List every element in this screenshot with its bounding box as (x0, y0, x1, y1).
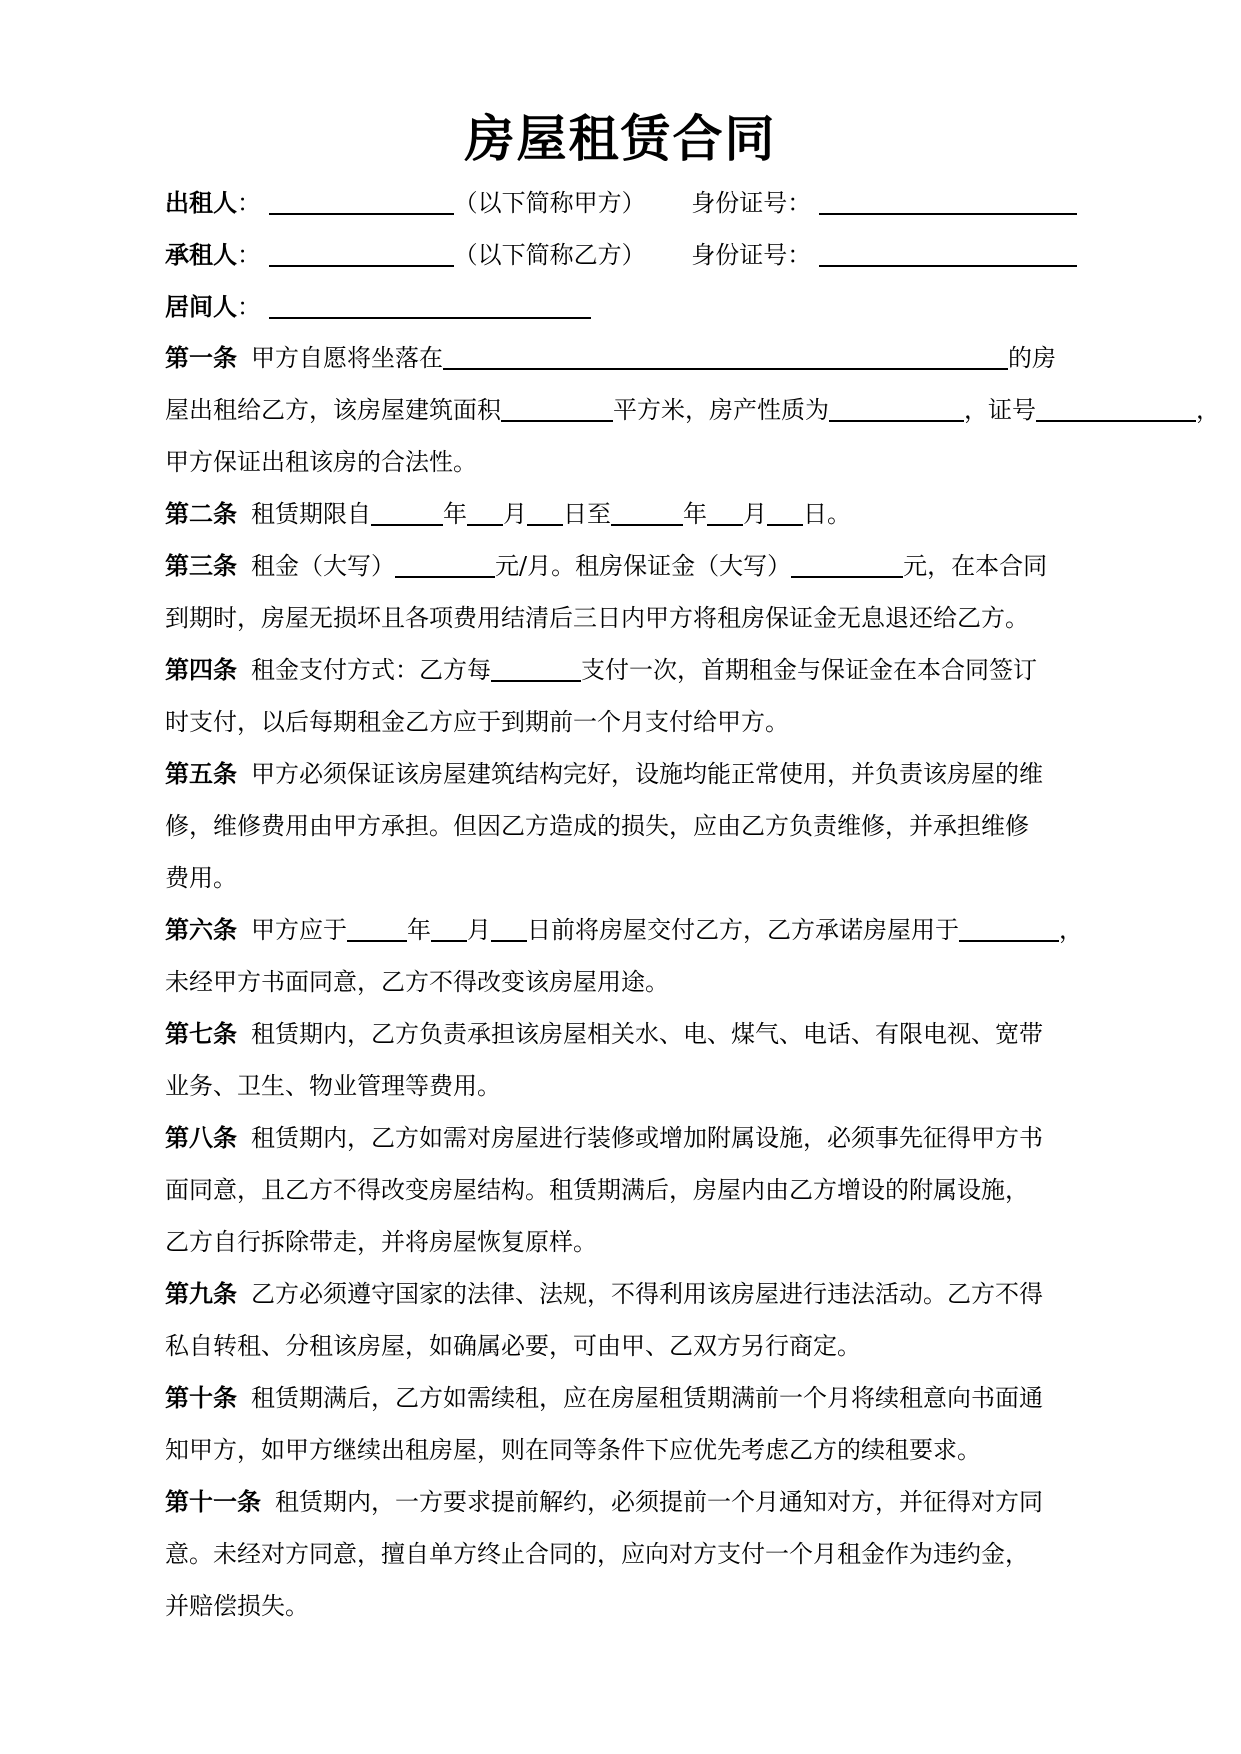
usage-field[interactable] (959, 916, 1059, 942)
article-6-label: 第六条 (165, 916, 237, 944)
article-2-line-1 (165, 499, 851, 529)
article-11-line-3: 并赔偿损失。 (165, 1592, 309, 1620)
month-text: 月 (743, 500, 767, 528)
article-1-text: 甲方自愿将坐落在 (251, 344, 443, 372)
broker-colon: ： (237, 293, 261, 321)
article-9-label: 第九条 (165, 1280, 237, 1308)
lessor-row (165, 188, 1077, 218)
article-8-text: 租赁期内，乙方如需对房屋进行装修或增加附属设施，必须事先征得甲方书 (251, 1124, 1043, 1152)
broker-label: 居间人 (165, 293, 237, 321)
article-4-text-end: 支付一次，首期租金与保证金在本合同签订 (581, 656, 1037, 684)
article-1-line-3: 甲方保证出租该房的合法性。 (165, 448, 477, 476)
lessor-name-field[interactable] (269, 189, 454, 215)
lessor-label: 出租人 (165, 189, 237, 217)
lessee-row (165, 240, 1077, 270)
day-text: 日。 (803, 500, 851, 528)
area-text: 屋出租给乙方，该房屋建筑面积 (165, 396, 501, 424)
certificate-number-field[interactable] (1036, 396, 1196, 422)
article-1-line-2 (165, 395, 1220, 425)
start-year-field[interactable] (371, 500, 443, 526)
usage-text: 日前将房屋交付乙方，乙方承诺房屋用于 (527, 916, 959, 944)
lessor-id-label: 身份证号： (691, 189, 812, 217)
delivery-text: 甲方应于 (251, 916, 347, 944)
article-3-line-1 (165, 551, 1047, 581)
cert-text: ，证号 (964, 396, 1036, 424)
article-7-line-1 (165, 1019, 1043, 1049)
payment-text: 租金支付方式：乙方每 (251, 656, 491, 684)
rent-amount-field[interactable] (395, 552, 495, 578)
article-1-label: 第一条 (165, 344, 237, 372)
article-5-label: 第五条 (165, 760, 237, 788)
article-7-text: 租赁期内，乙方负责承担该房屋相关水、电、煤气、电话、有限电视、宽带 (251, 1020, 1043, 1048)
lessee-colon: ： (237, 241, 261, 269)
article-1-line-1 (165, 343, 1056, 373)
article-11-line-2: 意。未经对方同意，擅自单方终止合同的，应向对方支付一个月租金作为违约金， (165, 1540, 1029, 1568)
article-4-label: 第四条 (165, 656, 237, 684)
lessee-id-label: 身份证号： (691, 241, 812, 269)
lessee-name-field[interactable] (269, 241, 454, 267)
month-text: 月 (503, 500, 527, 528)
article-8-line-2: 面同意，且乙方不得改变房屋结构。租赁期满后，房屋内由乙方增设的附属设施， (165, 1176, 1029, 1204)
delivery-year-field[interactable] (347, 916, 407, 942)
broker-row (165, 292, 591, 322)
article-8-line-3: 乙方自行拆除带走，并将房屋恢复原样。 (165, 1228, 597, 1256)
lessor-colon: ： (237, 189, 261, 217)
year-text: 年 (443, 500, 467, 528)
article-7-line-2: 业务、卫生、物业管理等费用。 (165, 1072, 501, 1100)
lessee-id-field[interactable] (819, 241, 1077, 267)
article-5-line-1 (165, 759, 1043, 789)
article-9-line-1 (165, 1279, 1043, 1309)
delivery-month-field[interactable] (431, 916, 467, 942)
rent-text: 租金（大写） (251, 552, 395, 580)
end-year-field[interactable] (611, 500, 683, 526)
start-month-field[interactable] (467, 500, 503, 526)
deposit-text: 元/月。租房保证金（大写） (495, 552, 792, 580)
article-1-text-end: 的房 (1008, 344, 1056, 372)
nature-text: 平方米，房产性质为 (613, 396, 829, 424)
article-9-line-2: 私自转租、分租该房屋，如确属必要，可由甲、乙双方另行商定。 (165, 1332, 861, 1360)
article-4-line-1 (165, 655, 1037, 685)
article-3-label: 第三条 (165, 552, 237, 580)
article-9-text: 乙方必须遵守国家的法律、法规，不得利用该房屋进行违法活动。乙方不得 (251, 1280, 1043, 1308)
lessor-note: （以下简称甲方） (453, 189, 646, 217)
property-location-field[interactable] (443, 344, 1008, 370)
area-field[interactable] (501, 396, 613, 422)
lessee-label: 承租人 (165, 241, 237, 269)
article-10-line-1 (165, 1383, 1043, 1413)
deposit-amount-field[interactable] (791, 552, 903, 578)
document-title: 房屋租赁合同 (464, 110, 777, 168)
article-6-line-2: 未经甲方书面同意，乙方不得改变该房屋用途。 (165, 968, 669, 996)
article-10-label: 第十条 (165, 1384, 237, 1412)
end-month-field[interactable] (707, 500, 743, 526)
comma: ， (1059, 916, 1083, 944)
article-2-label: 第二条 (165, 500, 237, 528)
article-7-label: 第七条 (165, 1020, 237, 1048)
year-text: 年 (407, 916, 431, 944)
article-4-line-2: 时支付，以后每期租金乙方应于到期前一个月支付给甲方。 (165, 708, 789, 736)
article-8-label: 第八条 (165, 1124, 237, 1152)
comma: ， (1196, 396, 1220, 424)
article-5-text: 甲方必须保证该房屋建筑结构完好，设施均能正常使用，并负责该房屋的维 (251, 760, 1043, 788)
broker-name-field[interactable] (269, 293, 591, 319)
term-from-text: 租赁期限自 (251, 500, 371, 528)
article-3-line-2: 到期时，房屋无损坏且各项费用结清后三日内甲方将租房保证金无息退还给乙方。 (165, 604, 1029, 632)
delivery-day-field[interactable] (491, 916, 527, 942)
day-to-text: 日至 (563, 500, 611, 528)
start-day-field[interactable] (527, 500, 563, 526)
lessee-note: （以下简称乙方） (453, 241, 646, 269)
article-6-line-1 (165, 915, 1083, 945)
lessor-id-field[interactable] (819, 189, 1077, 215)
property-nature-field[interactable] (829, 396, 964, 422)
article-8-line-1 (165, 1123, 1043, 1153)
year-text: 年 (683, 500, 707, 528)
article-5-line-3: 费用。 (165, 864, 237, 892)
article-11-text: 租赁期内，一方要求提前解约，必须提前一个月通知对方，并征得对方同 (275, 1488, 1043, 1516)
month-text: 月 (467, 916, 491, 944)
article-5-line-2: 修，维修费用由甲方承担。但因乙方造成的损失，应由乙方负责维修，并承担维修 (165, 812, 1029, 840)
article-3-text-end: 元，在本合同 (903, 552, 1048, 580)
end-day-field[interactable] (767, 500, 803, 526)
payment-period-field[interactable] (491, 656, 581, 682)
article-10-line-2: 知甲方，如甲方继续出租房屋，则在同等条件下应优先考虑乙方的续租要求。 (165, 1436, 981, 1464)
article-10-text: 租赁期满后，乙方如需续租，应在房屋租赁期满前一个月将续租意向书面通 (251, 1384, 1043, 1412)
article-11-label: 第十一条 (165, 1488, 261, 1516)
article-11-line-1 (165, 1487, 1043, 1517)
